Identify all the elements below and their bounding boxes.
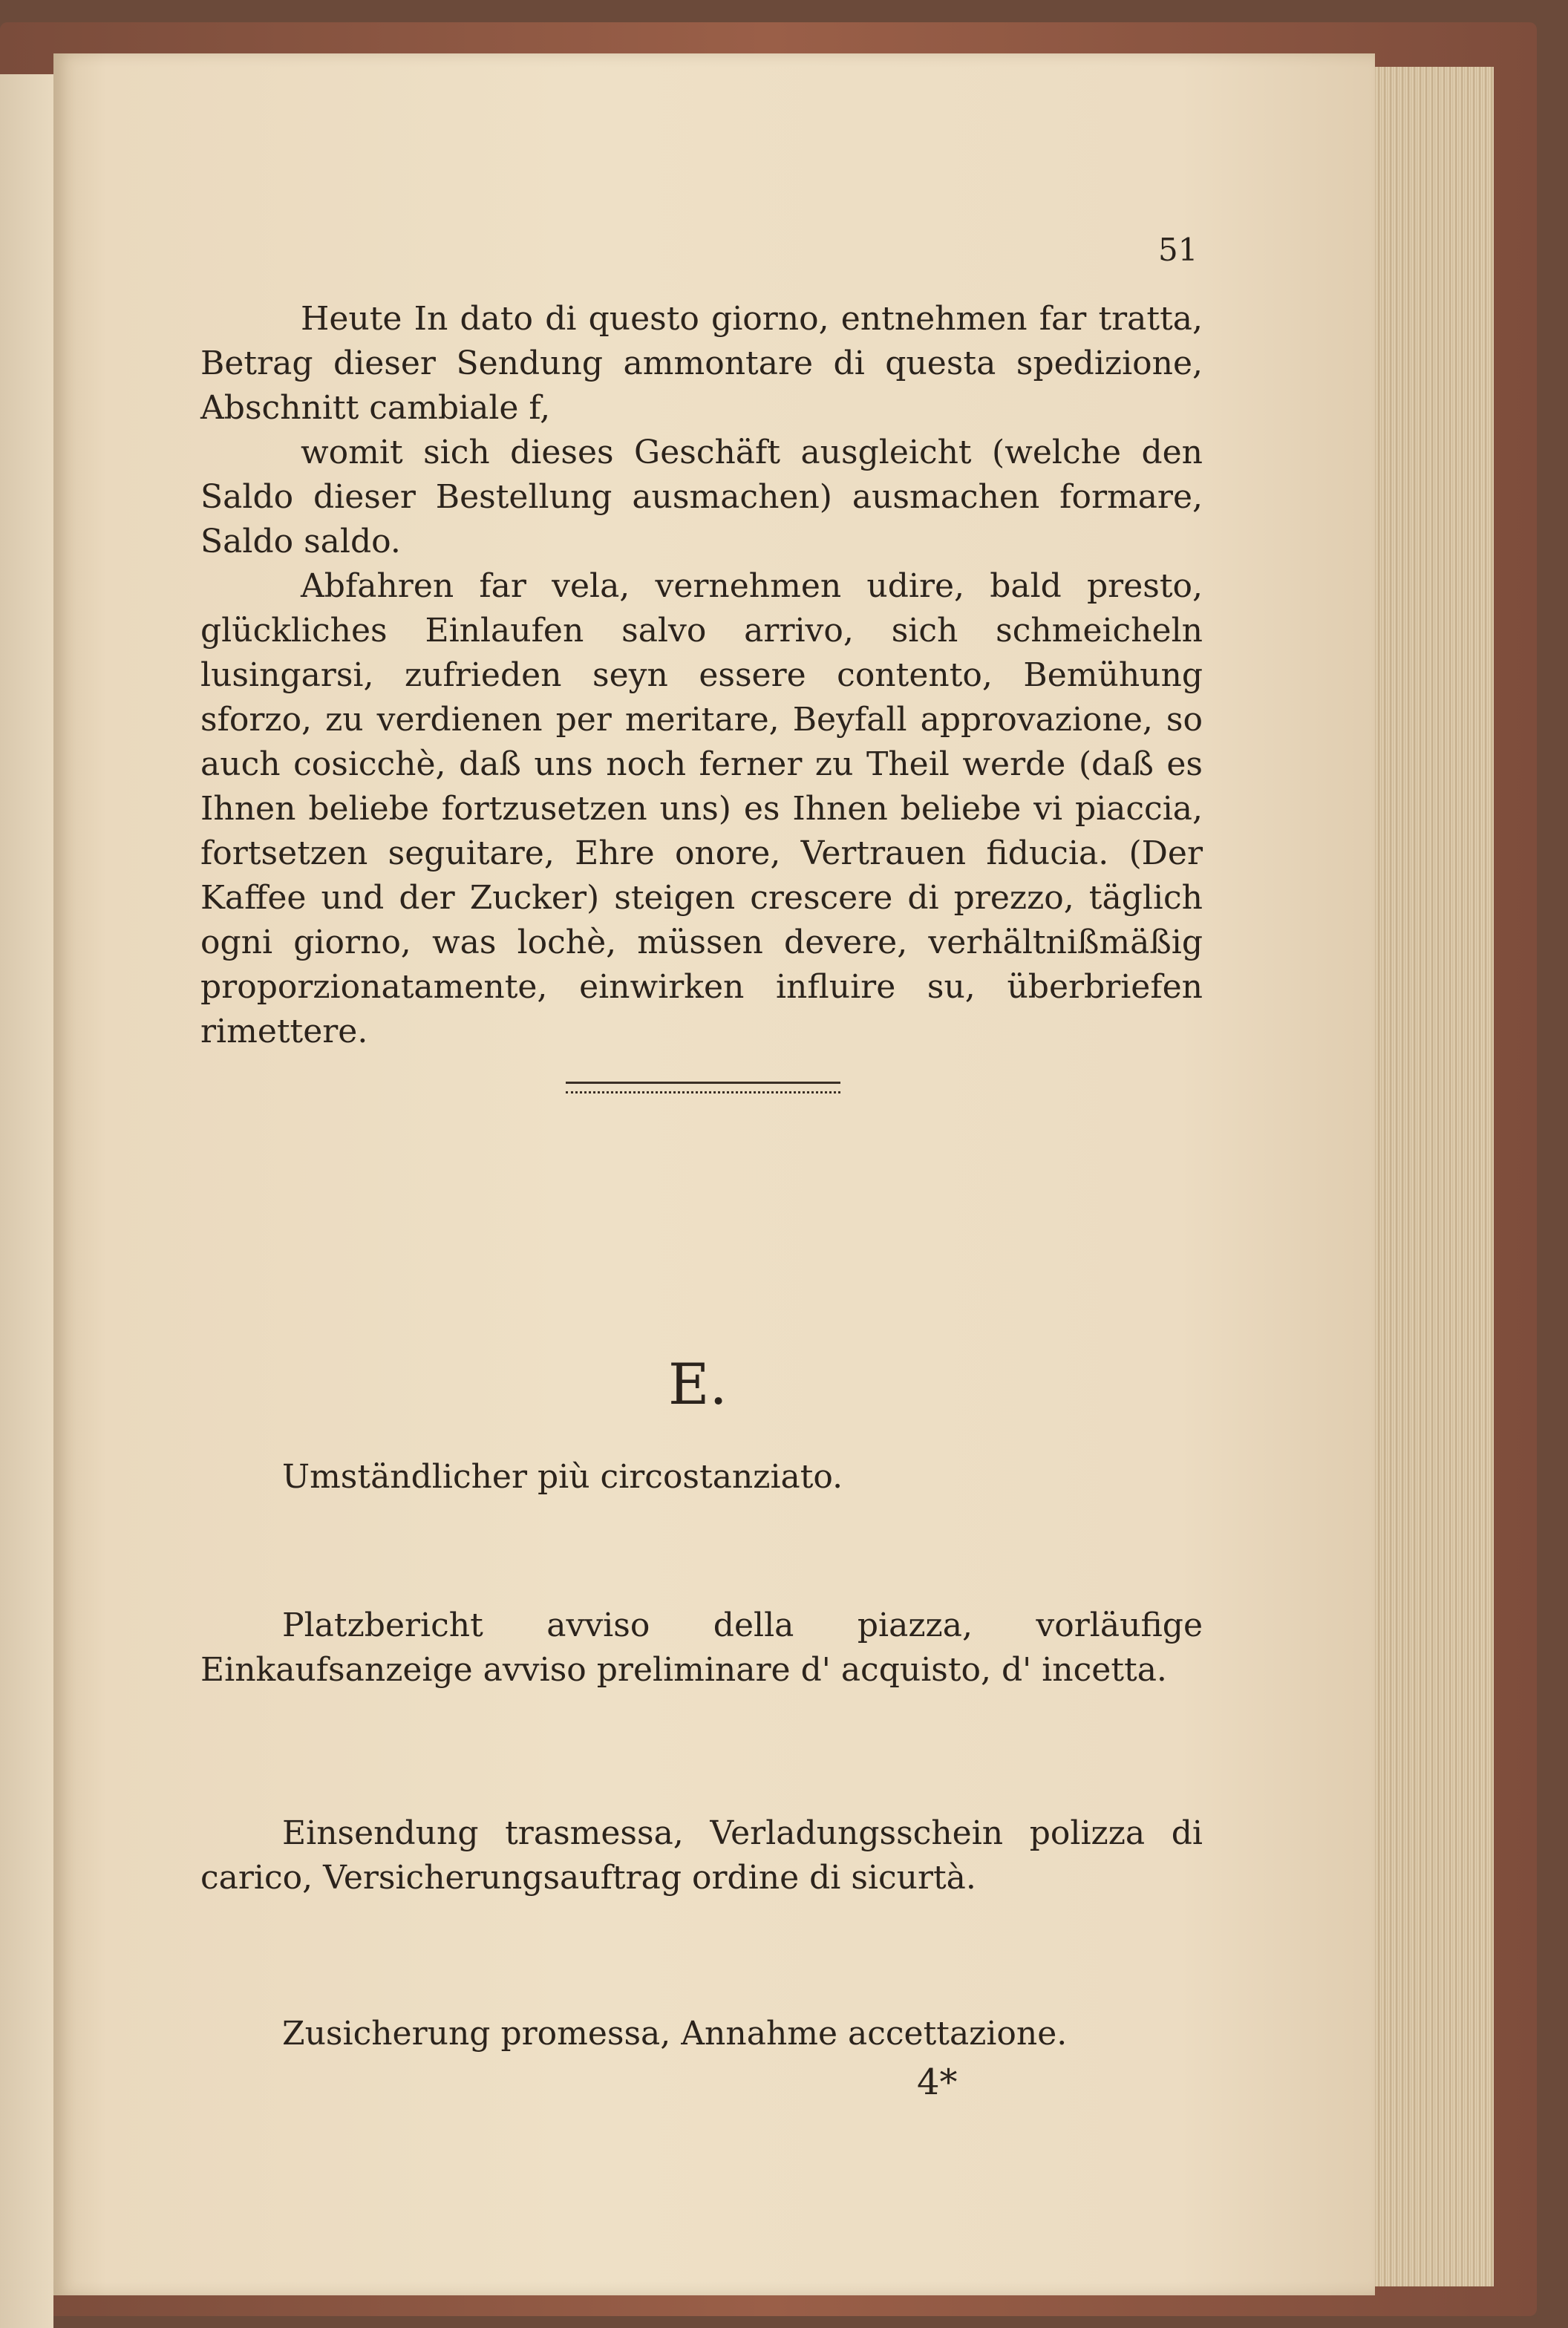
entry-1: Platzbericht avviso della piazza, vorläufige Einkaufsanzeige avviso preliminare d' acquisto, d' incetta. <box>200 1606 1203 1689</box>
section-subheading: Umständlicher più circostanziato. <box>282 1458 843 1496</box>
ornamental-divider <box>566 1082 840 1093</box>
paragraph-2: womit sich dieses Geschäft ausgleicht (welche den Saldo dieser Bestellung ausmachen) ausmachen formare, Saldo saldo. <box>200 434 1203 560</box>
entry-3: Zusicherung promessa, Annahme accettazione. <box>282 2015 1068 2053</box>
section-heading: E. <box>668 1351 728 1417</box>
paragraph-1: Heute In dato di questo giorno, entnehmen far tratta, Betrag dieser Sendung ammontare di questa spedizione, Abschnitt cambiale f, <box>200 300 1203 427</box>
entry-2: Einsendung trasmessa, Verladungsschein polizza di carico, Versicherungsauftrag ordine di sicurtà. <box>200 1814 1203 1897</box>
paragraph-3: Abfahren far vela, vernehmen udire, bald presto, glückliches Einlaufen salvo arrivo, sich schmeicheln lusingarsi, zufrieden seyn essere contento, Bemühung sforzo, zu verdienen per meritare, Beyfall approvazione, so auch cosicchè, daß uns noch ferner zu Theil werde (daß es Ihnen beliebe fortzusetzen uns) es Ihnen beliebe vi piaccia, fortsetzen seguitare, Ehre onore, Vertrauen fiducia. (Der Kaffee und der Zucker) steigen crescere di prezzo, täglich ogni giorno, was lochè, müssen devere, verhältnißmäßig proporzionatamente, einwirken influire su, überbriefen rimettere. <box>200 567 1203 1050</box>
page-edges <box>1375 67 1494 2286</box>
facing-page-edge <box>0 74 53 2328</box>
page-number: 51 <box>1158 232 1198 268</box>
signature-mark: 4* <box>917 2061 958 2103</box>
